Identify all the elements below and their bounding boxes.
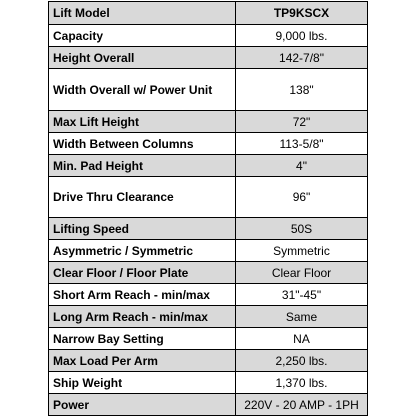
spec-row-max-load-per-arm <box>49 350 368 372</box>
spec-row-ship-weight <box>49 372 368 394</box>
spec-row-lift-model <box>49 2 368 25</box>
spec-label: Width Between Columns <box>49 133 236 155</box>
spec-value: TP9KSCX <box>236 2 368 25</box>
spec-value: 9,000 lbs. <box>236 25 368 47</box>
spec-row-min-pad-height <box>49 155 368 177</box>
spec-value: 50S <box>236 218 368 240</box>
spec-label: Height Overall <box>49 47 236 69</box>
lift-spec-table <box>48 1 368 416</box>
spec-row-capacity <box>49 25 368 47</box>
spec-row-drive-thru-clearance <box>49 177 368 218</box>
spec-value: 72" <box>236 111 368 133</box>
spec-value: 31"-45" <box>236 284 368 306</box>
spec-label: Short Arm Reach - min/max <box>49 284 236 306</box>
spec-row-power <box>49 394 368 416</box>
spec-label: Max Lift Height <box>49 111 236 133</box>
spec-row-lifting-speed <box>49 218 368 240</box>
spec-label: Long Arm Reach - min/max <box>49 306 236 328</box>
spec-label: Capacity <box>49 25 236 47</box>
spec-label: Min. Pad Height <box>49 155 236 177</box>
spec-row-narrow-bay-setting <box>49 328 368 350</box>
spec-value: 113-5/8" <box>236 133 368 155</box>
spec-value: Symmetric <box>236 240 368 262</box>
spec-value: 138" <box>236 69 368 111</box>
spec-label: Max Load Per Arm <box>49 350 236 372</box>
spec-label: Width Overall w/ Power Unit <box>49 69 236 111</box>
spec-label: Clear Floor / Floor Plate <box>49 262 236 284</box>
spec-row-max-lift-height <box>49 111 368 133</box>
spec-row-width-overall <box>49 69 368 111</box>
spec-value: 220V - 20 AMP - 1PH <box>236 394 368 416</box>
spec-value: Clear Floor <box>236 262 368 284</box>
spec-value: NA <box>236 328 368 350</box>
spec-value: Same <box>236 306 368 328</box>
spec-label: Asymmetric / Symmetric <box>49 240 236 262</box>
spec-row-clear-floor <box>49 262 368 284</box>
spec-value: 1,370 lbs. <box>236 372 368 394</box>
spec-row-long-arm-reach <box>49 306 368 328</box>
spec-value: 4" <box>236 155 368 177</box>
spec-label: Narrow Bay Setting <box>49 328 236 350</box>
spec-value: 2,250 lbs. <box>236 350 368 372</box>
spec-label: Lift Model <box>49 2 236 25</box>
spec-row-asymmetric-symmetric <box>49 240 368 262</box>
spec-label: Ship Weight <box>49 372 236 394</box>
spec-label: Power <box>49 394 236 416</box>
spec-row-height-overall <box>49 47 368 69</box>
spec-row-width-between-columns <box>49 133 368 155</box>
spec-label: Drive Thru Clearance <box>49 177 236 218</box>
spec-row-short-arm-reach <box>49 284 368 306</box>
spec-label: Lifting Speed <box>49 218 236 240</box>
spec-value: 142-7/8" <box>236 47 368 69</box>
spec-value: 96" <box>236 177 368 218</box>
